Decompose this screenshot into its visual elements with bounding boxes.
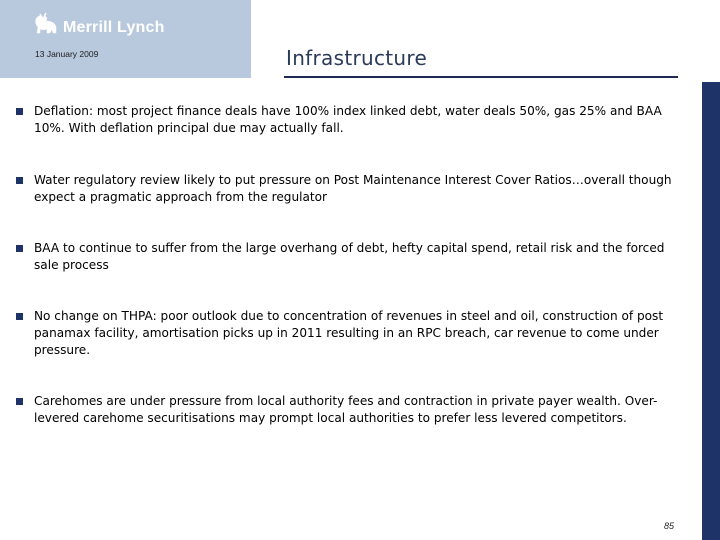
slide-title: Infrastructure (286, 46, 428, 70)
bullet-item (16, 308, 676, 359)
square-bullet-icon (16, 313, 23, 320)
right-accent-bar (702, 82, 720, 540)
bullet-item (16, 172, 676, 206)
bullet-text: BAA to continue to suffer from the large overhang of debt, hefty capital spend, retail risk and the forced sale process (34, 241, 665, 272)
bullet-text: Carehomes are under pressure from local authority fees and contraction in private payer wealth. Over-levered carehome securitisations may prompt local authorities to prefer less levered competitors. (34, 394, 658, 425)
bullet-item (16, 393, 676, 427)
bullet-text: Water regulatory review likely to put pressure on Post Maintenance Interest Cover Ratios…overall though expect a pragmatic approach from the regulator (34, 173, 672, 204)
square-bullet-icon (16, 398, 23, 405)
presentation-date: 13 January 2009 (35, 49, 99, 59)
merrill-lynch-logo (33, 12, 173, 42)
square-bullet-icon (16, 177, 23, 184)
square-bullet-icon (16, 245, 23, 252)
title-underline (284, 76, 678, 78)
brand-header-box (0, 0, 251, 78)
bullet-text: No change on THPA: poor outlook due to concentration of revenues in steel and oil, construction of post panamax facility, amortisation picks up in 2011 resulting in an RPC breach, car revenue to come under pressure. (34, 309, 664, 357)
page-number: 85 (664, 521, 675, 531)
brand-name: Merrill Lynch (63, 19, 165, 36)
bull-icon (33, 12, 59, 38)
bullet-text: Deflation: most project finance deals have 100% index linked debt, water deals 50%, gas 25% and BAA 10%. With deflation principal due may actually fall. (34, 104, 662, 135)
bullet-item (16, 240, 676, 274)
square-bullet-icon (16, 108, 23, 115)
bullet-item (16, 103, 676, 137)
